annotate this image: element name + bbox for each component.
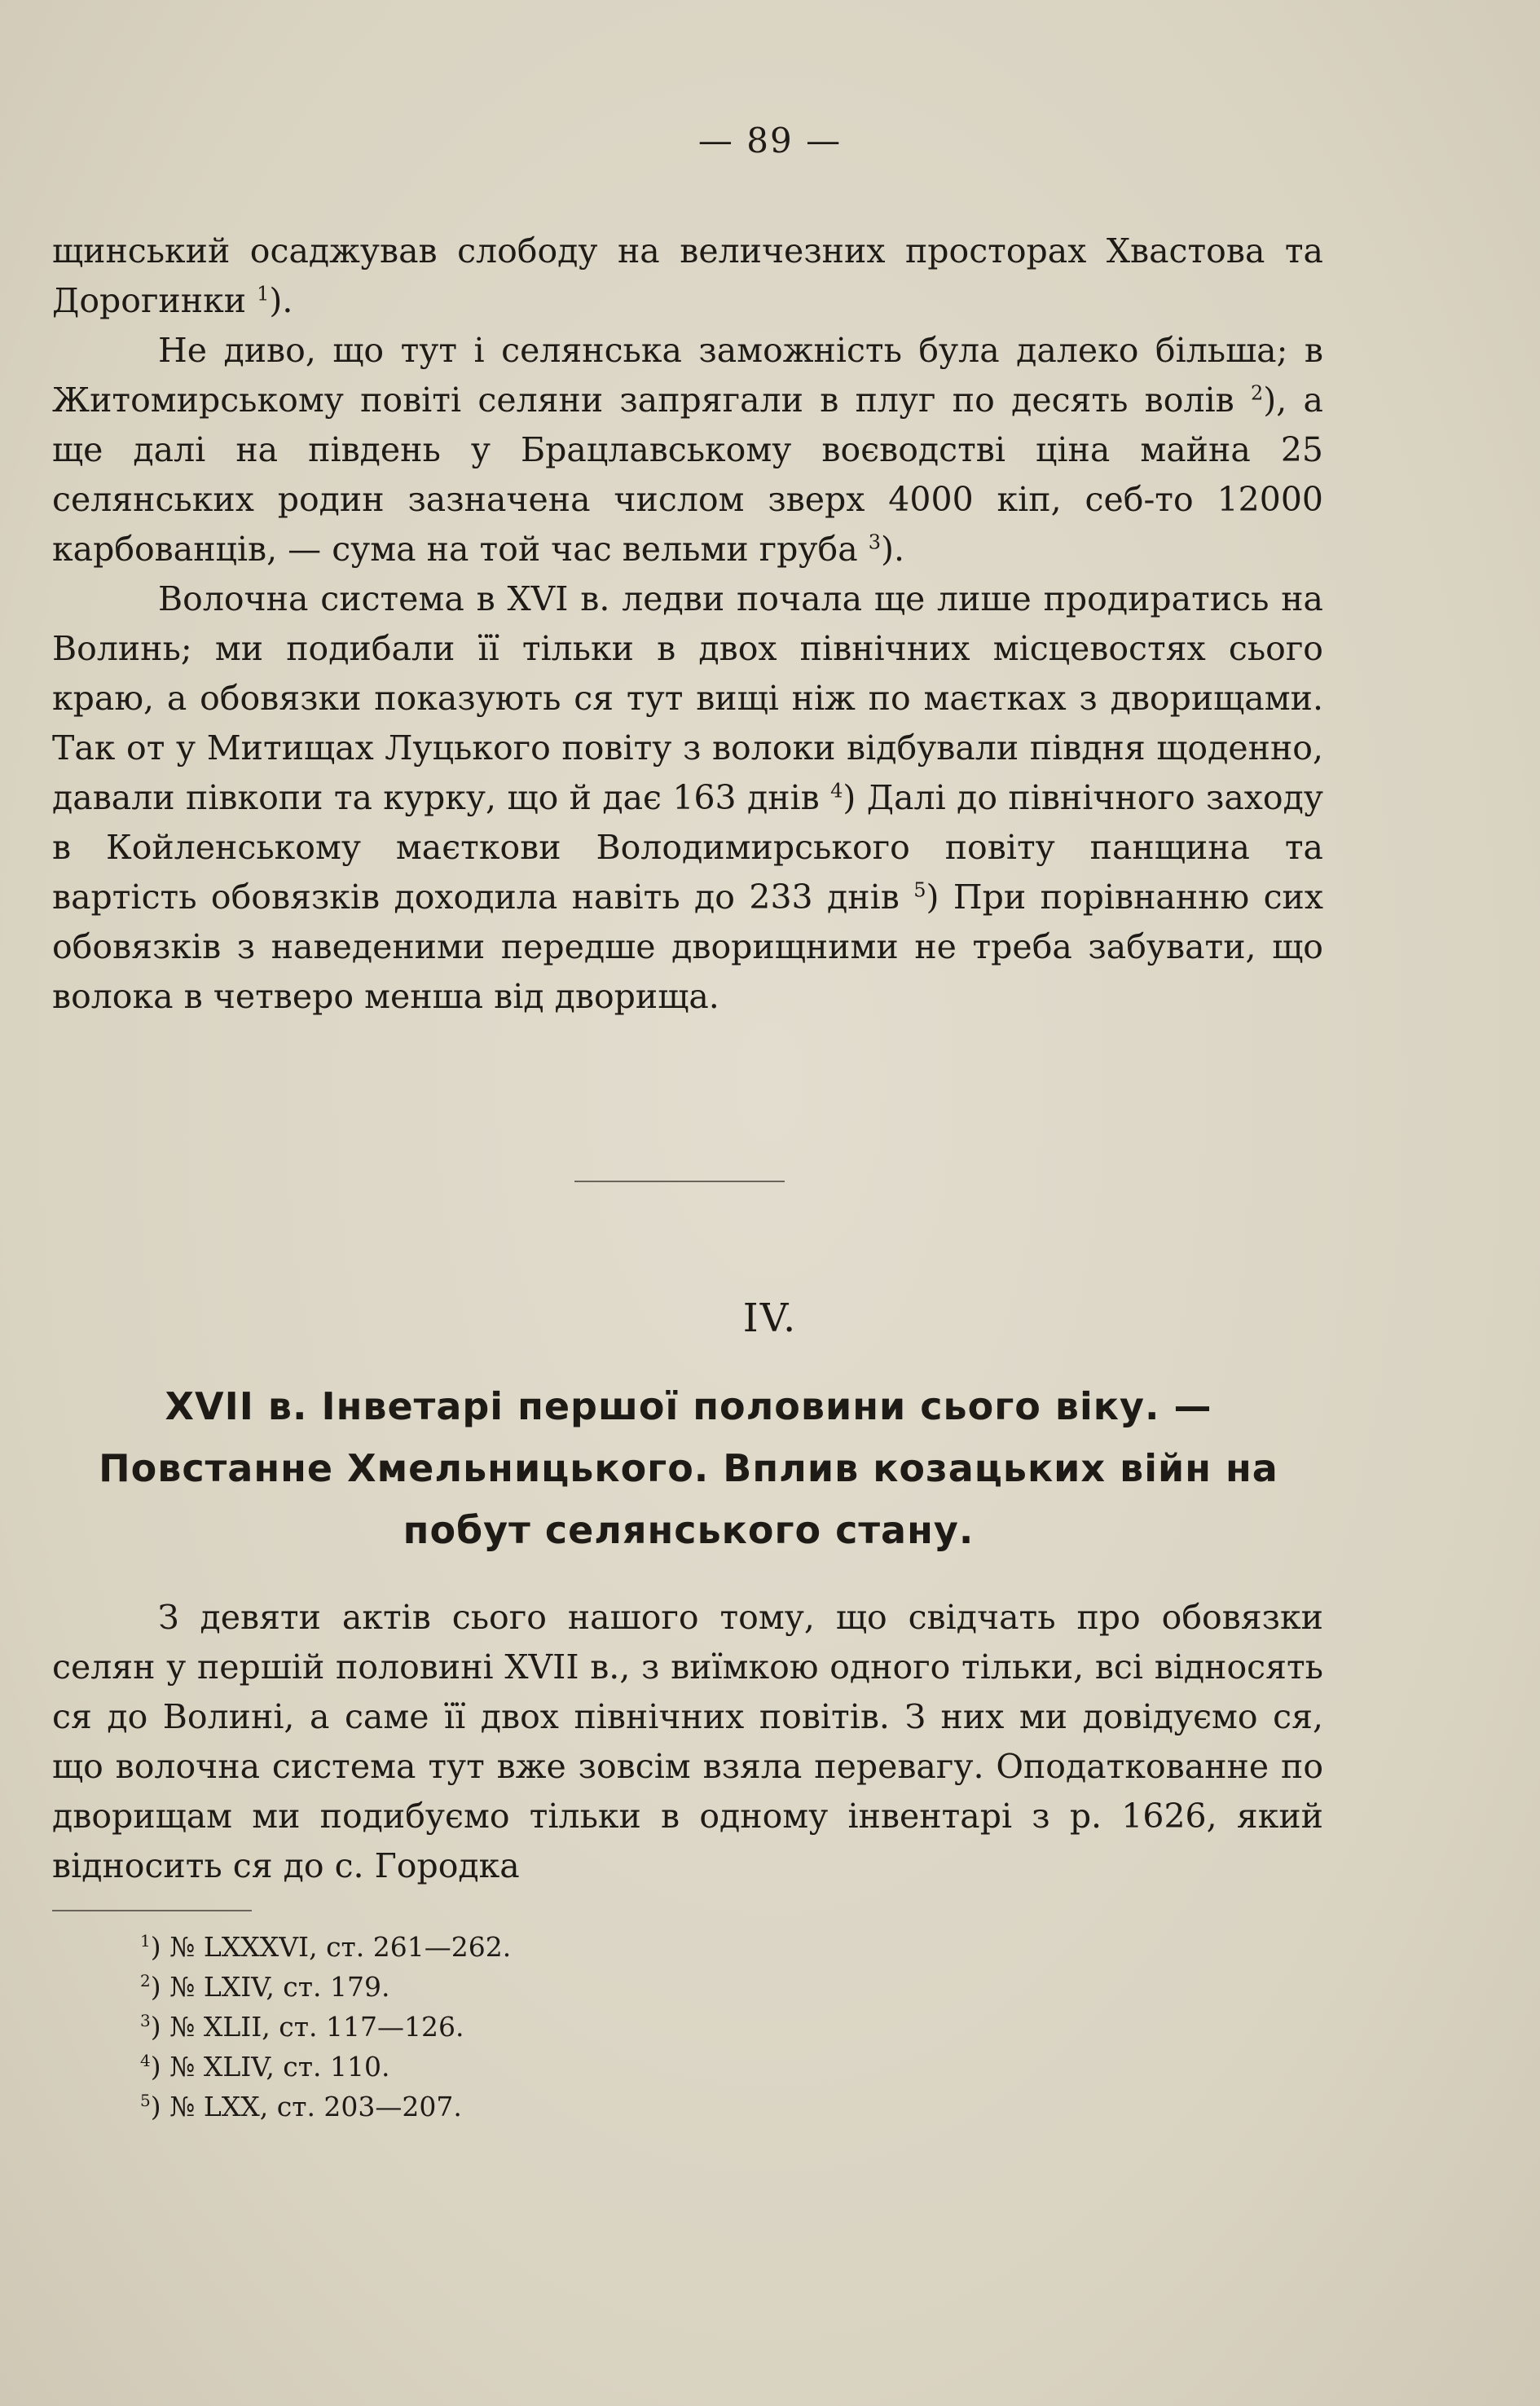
footnote-text: № LXIV, ст. 179. [169, 1971, 390, 2003]
footnote-mark: 3 [140, 2011, 151, 2030]
main-text [52, 227, 1323, 1022]
text-run: При порівнанню сих обовязків з наведеними передше дворищними не треба забувати, що волока в четверо менша від дворища. [52, 878, 1324, 1016]
footnote-ref: 4 [830, 779, 843, 803]
footnote-mark: 2 [140, 1971, 151, 1990]
footnote-text: № XLII, ст. 117—126. [169, 2011, 464, 2043]
text-run: Далі до північного заходу в Койленському маєткови Володимирського повіту панщина та вартість обовязків доходила навіть до 233 днів [52, 778, 1323, 917]
footnote: $^1$) № LXXXVI, ст. 261—262. [140, 1931, 512, 1963]
footnote-mark: 1 [140, 1931, 151, 1951]
text-run: Не диво, що тут і селянська заможність була далеко більша; в Житомирському повіті селяни запрягали в плуг по десять волів [52, 331, 1323, 420]
footnote-ref: 5 [913, 878, 926, 902]
section-divider [574, 1181, 785, 1182]
footnote-ref: 1 [257, 282, 270, 306]
footnote: $^5$) № LXX, ст. 203—207. [140, 2091, 462, 2122]
section-number: IV. [742, 1295, 798, 1341]
footnote-text: № LXX, ст. 203—207. [169, 2091, 462, 2122]
paragraph: Не диво, що тут і селянська заможність була далеко більша; в Житомирському повіті селяни запрягали в плуг по десять волів $^2$), а ще далі на південь у Брацлавському воєводстві ціна майна 25 селянських родин зазначена числом зверх 4000 кіп, себ-то 12000 карбованців, — сума на той час вельми груба $^3$). [52, 331, 1323, 569]
paragraph: З девяти актів сього нашого тому, що свідчать про обовязки селян у першій половині XVII в., з виїмкою одного тільки, всі відносять ся до Волині, а саме її двох північних повітів. З них ми довідуємо ся, що волочна система тут вже зовсім взяла перевагу. Оподаткованне по дворищам ми подибуємо тільки в одному інвентарі з р. 1626, який відносить ся до с. Городка [52, 1598, 1323, 1885]
footnote: $^2$) № LXIV, ст. 179. [140, 1971, 390, 2003]
footnote: $^4$) № XLIV, ст. 110. [140, 2051, 390, 2083]
text-run: а ще далі на південь у Брацлавському воєводстві ціна майна 25 селянських родин зазначена числом зверх 4000 кіп, себ-то 12000 карбованців, — сума на той час вельми груба [52, 380, 1323, 569]
paragraph-continuation: щинський осаджував слободу на величезних просторах Хвастова та Дорогинки $^1$). [52, 231, 1323, 320]
footnote: $^3$) № XLII, ст. 117—126. [140, 2011, 464, 2043]
footnotes [140, 1927, 873, 2127]
footnote-ref: 3 [868, 530, 881, 554]
footnote-mark: 4 [140, 2051, 151, 2070]
text-run: щинський осаджував слободу на величезних просторах Хвастова та Дорогинки [52, 231, 1323, 320]
text-run: Волочна система в XVI в. ледви почала ще лише продиратись на Волинь; ми подибали її тільки в двох північних місцевостях сього краю, а обовязки показують ся тут вищі ніж по маєтках з дворищами. Так от у Митищах Луцького повіту з волоки відбували півдня щоденно, давали півкопи та курку, що й дає 163 днів [52, 579, 1323, 817]
section-heading: XVII в. Інветарі першої половини сього віку. — Повстанне Хмельницького. Вплив козацьких війн на побут селянського стану. [99, 1384, 1278, 1552]
page-number: — 89 — [697, 121, 843, 161]
footnote-divider [52, 1910, 252, 1911]
footnote-ref: 2 [1250, 381, 1264, 405]
footnote-text: № LXXXVI, ст. 261—262. [169, 1931, 512, 1963]
footnote-text: № XLIV, ст. 110. [169, 2051, 390, 2083]
section-text [52, 1593, 1323, 1891]
paragraph: Волочна система в XVI в. ледви почала ще лише продиратись на Волинь; ми подибали її тільки в двох північних місцевостях сього краю, а обовязки показують ся тут вищі ніж по маєтках з дворищами. Так от у Митищах Луцького повіту з волоки відбували півдня щоденно, давали півкопи та курку, що й дає 163 днів $^4$) Далі до північного заходу в Койленському маєткови Володимирського повіту панщина та вартість обовязків доходила навіть до 233 днів $^5$) При порівнанню сих обовязків з наведеними передше дворищними не треба забувати, що волока в четверо менша від дворища. [52, 579, 1324, 1016]
footnote-mark: 5 [140, 2091, 151, 2110]
